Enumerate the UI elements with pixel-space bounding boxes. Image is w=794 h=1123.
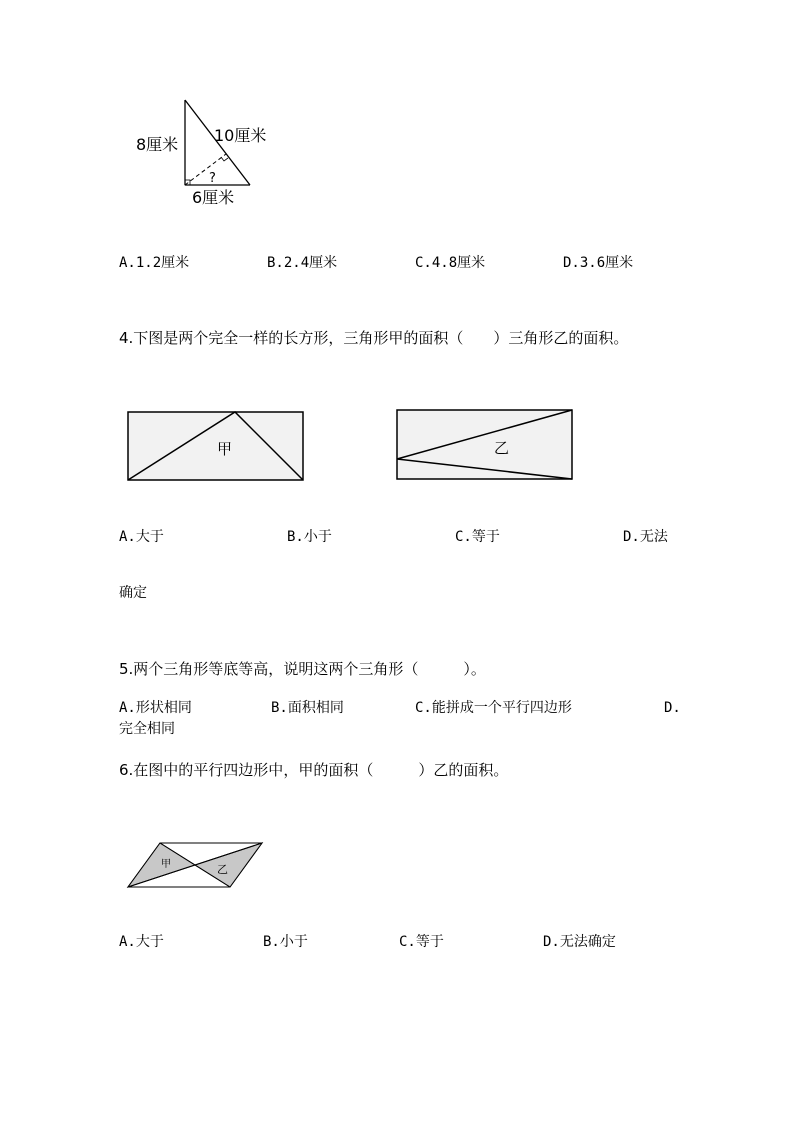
q6-parallelogram-figure xyxy=(120,835,270,895)
label-yi: 乙 xyxy=(494,439,510,457)
label-hypotenuse: 10厘米 xyxy=(214,126,267,145)
q4-stem: 4.下图是两个完全一样的长方形，三角形甲的面积（ ）三角形乙的面积。 xyxy=(119,329,629,347)
q6-stem: 6.在图中的平行四边形中，甲的面积（ ）乙的面积。 xyxy=(119,761,509,779)
q3-triangle-figure xyxy=(120,90,300,215)
q6-option-d[interactable]: D.无法确定 xyxy=(543,934,616,950)
q6-option-c[interactable]: C.等于 xyxy=(399,934,444,950)
q4-option-d-wrap: 确定 xyxy=(119,585,147,601)
triangle-height-dashed xyxy=(185,154,226,185)
q5-option-d[interactable]: D. xyxy=(664,700,681,716)
q3-option-c[interactable]: C.4.8厘米 xyxy=(415,255,486,271)
label-unknown: ? xyxy=(209,171,216,186)
q6-option-a[interactable]: A.大于 xyxy=(119,934,164,950)
q5-option-a[interactable]: A.形状相同 xyxy=(119,700,192,716)
q4-option-c[interactable]: C.等于 xyxy=(455,529,500,545)
label-jia-small: 甲 xyxy=(161,859,171,870)
q3-option-d[interactable]: D.3.6厘米 xyxy=(563,255,634,271)
q4-rectangles-figure xyxy=(120,400,590,490)
q4-option-d[interactable]: D.无法 xyxy=(623,529,668,545)
q6-option-b[interactable]: B.小于 xyxy=(263,934,308,950)
q4-option-b[interactable]: B.小于 xyxy=(287,529,332,545)
foot-right-angle-mark xyxy=(221,157,228,161)
q5-option-d-wrap: 完全相同 xyxy=(119,721,175,737)
rectangle-left xyxy=(128,412,303,480)
label-yi-small: 乙 xyxy=(217,863,228,876)
q5-option-c[interactable]: C.能拼成一个平行四边形 xyxy=(415,700,572,716)
q4-option-a[interactable]: A.大于 xyxy=(119,529,164,545)
q3-option-b[interactable]: B.2.4厘米 xyxy=(267,255,338,271)
label-base: 6厘米 xyxy=(192,188,235,207)
q5-stem: 5.两个三角形等底等高，说明这两个三角形（ ）。 xyxy=(119,660,486,678)
label-left-side: 8厘米 xyxy=(136,135,179,154)
label-jia: 甲 xyxy=(217,440,233,458)
q5-option-b[interactable]: B.面积相同 xyxy=(271,700,344,716)
q3-option-a[interactable]: A.1.2厘米 xyxy=(119,255,190,271)
